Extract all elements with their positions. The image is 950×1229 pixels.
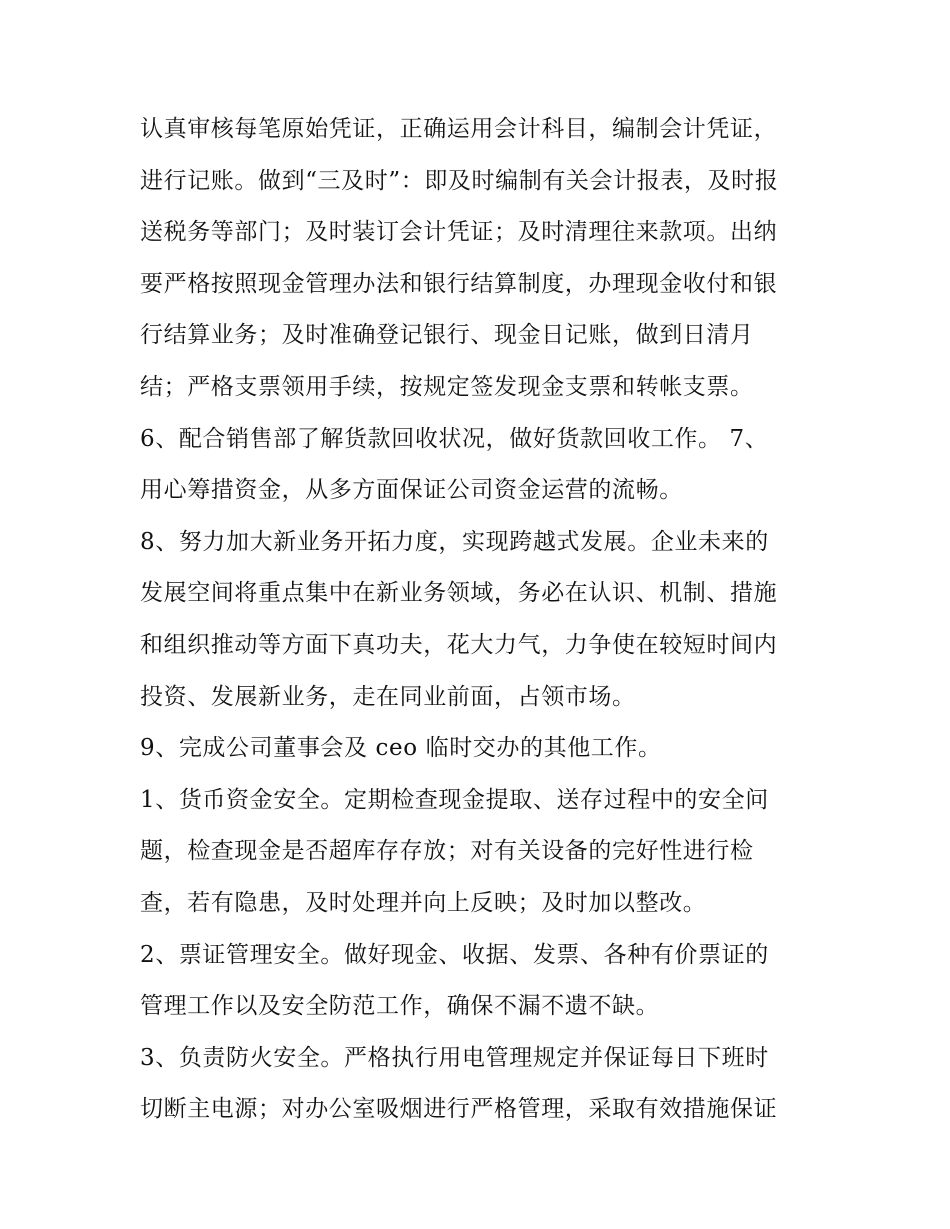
- text-line: 3、负责防火安全。严格执行用电管理规定并保证每日下班时: [140, 1044, 769, 1071]
- text-line: 送税务等部门；及时装订会计凭证；及时清理往来款项。出纳: [140, 219, 778, 246]
- text-line: 发展空间将重点集中在新业务领域，务必在认识、机制、措施: [140, 580, 778, 607]
- text-line: 认真审核每笔原始凭证，正确运用会计科目，编制会计凭证，: [140, 116, 778, 142]
- text-line: 进行记账。做到“三及时”：即及时编制有关会计报表，及时报: [140, 167, 779, 194]
- text-line: 管理工作以及安全防范工作，确保不漏不遗不缺。: [140, 993, 660, 1020]
- text-line: 和组织推动等方面下真功夫，花大力气，力争使在较短时间内: [140, 631, 778, 658]
- text-line: 要严格按照现金管理办法和银行结算制度，办理现金收付和银: [140, 270, 778, 297]
- text-line: 投资、发展新业务，走在同业前面，占领市场。: [140, 683, 636, 710]
- document-body: [140, 104, 830, 1136]
- text-line: 1、货币资金安全。定期检查现金提取、送存过程中的安全问: [140, 786, 769, 813]
- text-line: 行结算业务；及时准确登记银行、现金日记账，做到日清月: [140, 322, 754, 349]
- text-line: 切断主电源；对办公室吸烟进行严格管理，采取有效措施保证: [140, 1096, 778, 1123]
- text-line: 2、票证管理安全。做好现金、收据、发票、各种有价票证的: [140, 941, 769, 968]
- text-line: 6、配合销售部了解货款回收状况，做好货款回收工作。 7、: [140, 425, 769, 452]
- text-line: 题，检查现金是否超库存存放；对有关设备的完好性进行检: [140, 838, 754, 865]
- text-line: 8、努力加大新业务开拓力度，实现跨越式发展。企业未来的: [140, 528, 769, 555]
- text-line: 9、完成公司董事会及 ceo 临时交办的其他工作。: [140, 735, 662, 762]
- text-line: 查，若有隐患，及时处理并向上反映；及时加以整改。: [140, 889, 707, 916]
- text-line: 用心筹措资金，从多方面保证公司资金运营的流畅。: [140, 477, 683, 504]
- text-line: 结；严格支票领用手续，按规定签发现金支票和转帐支票。: [140, 373, 754, 400]
